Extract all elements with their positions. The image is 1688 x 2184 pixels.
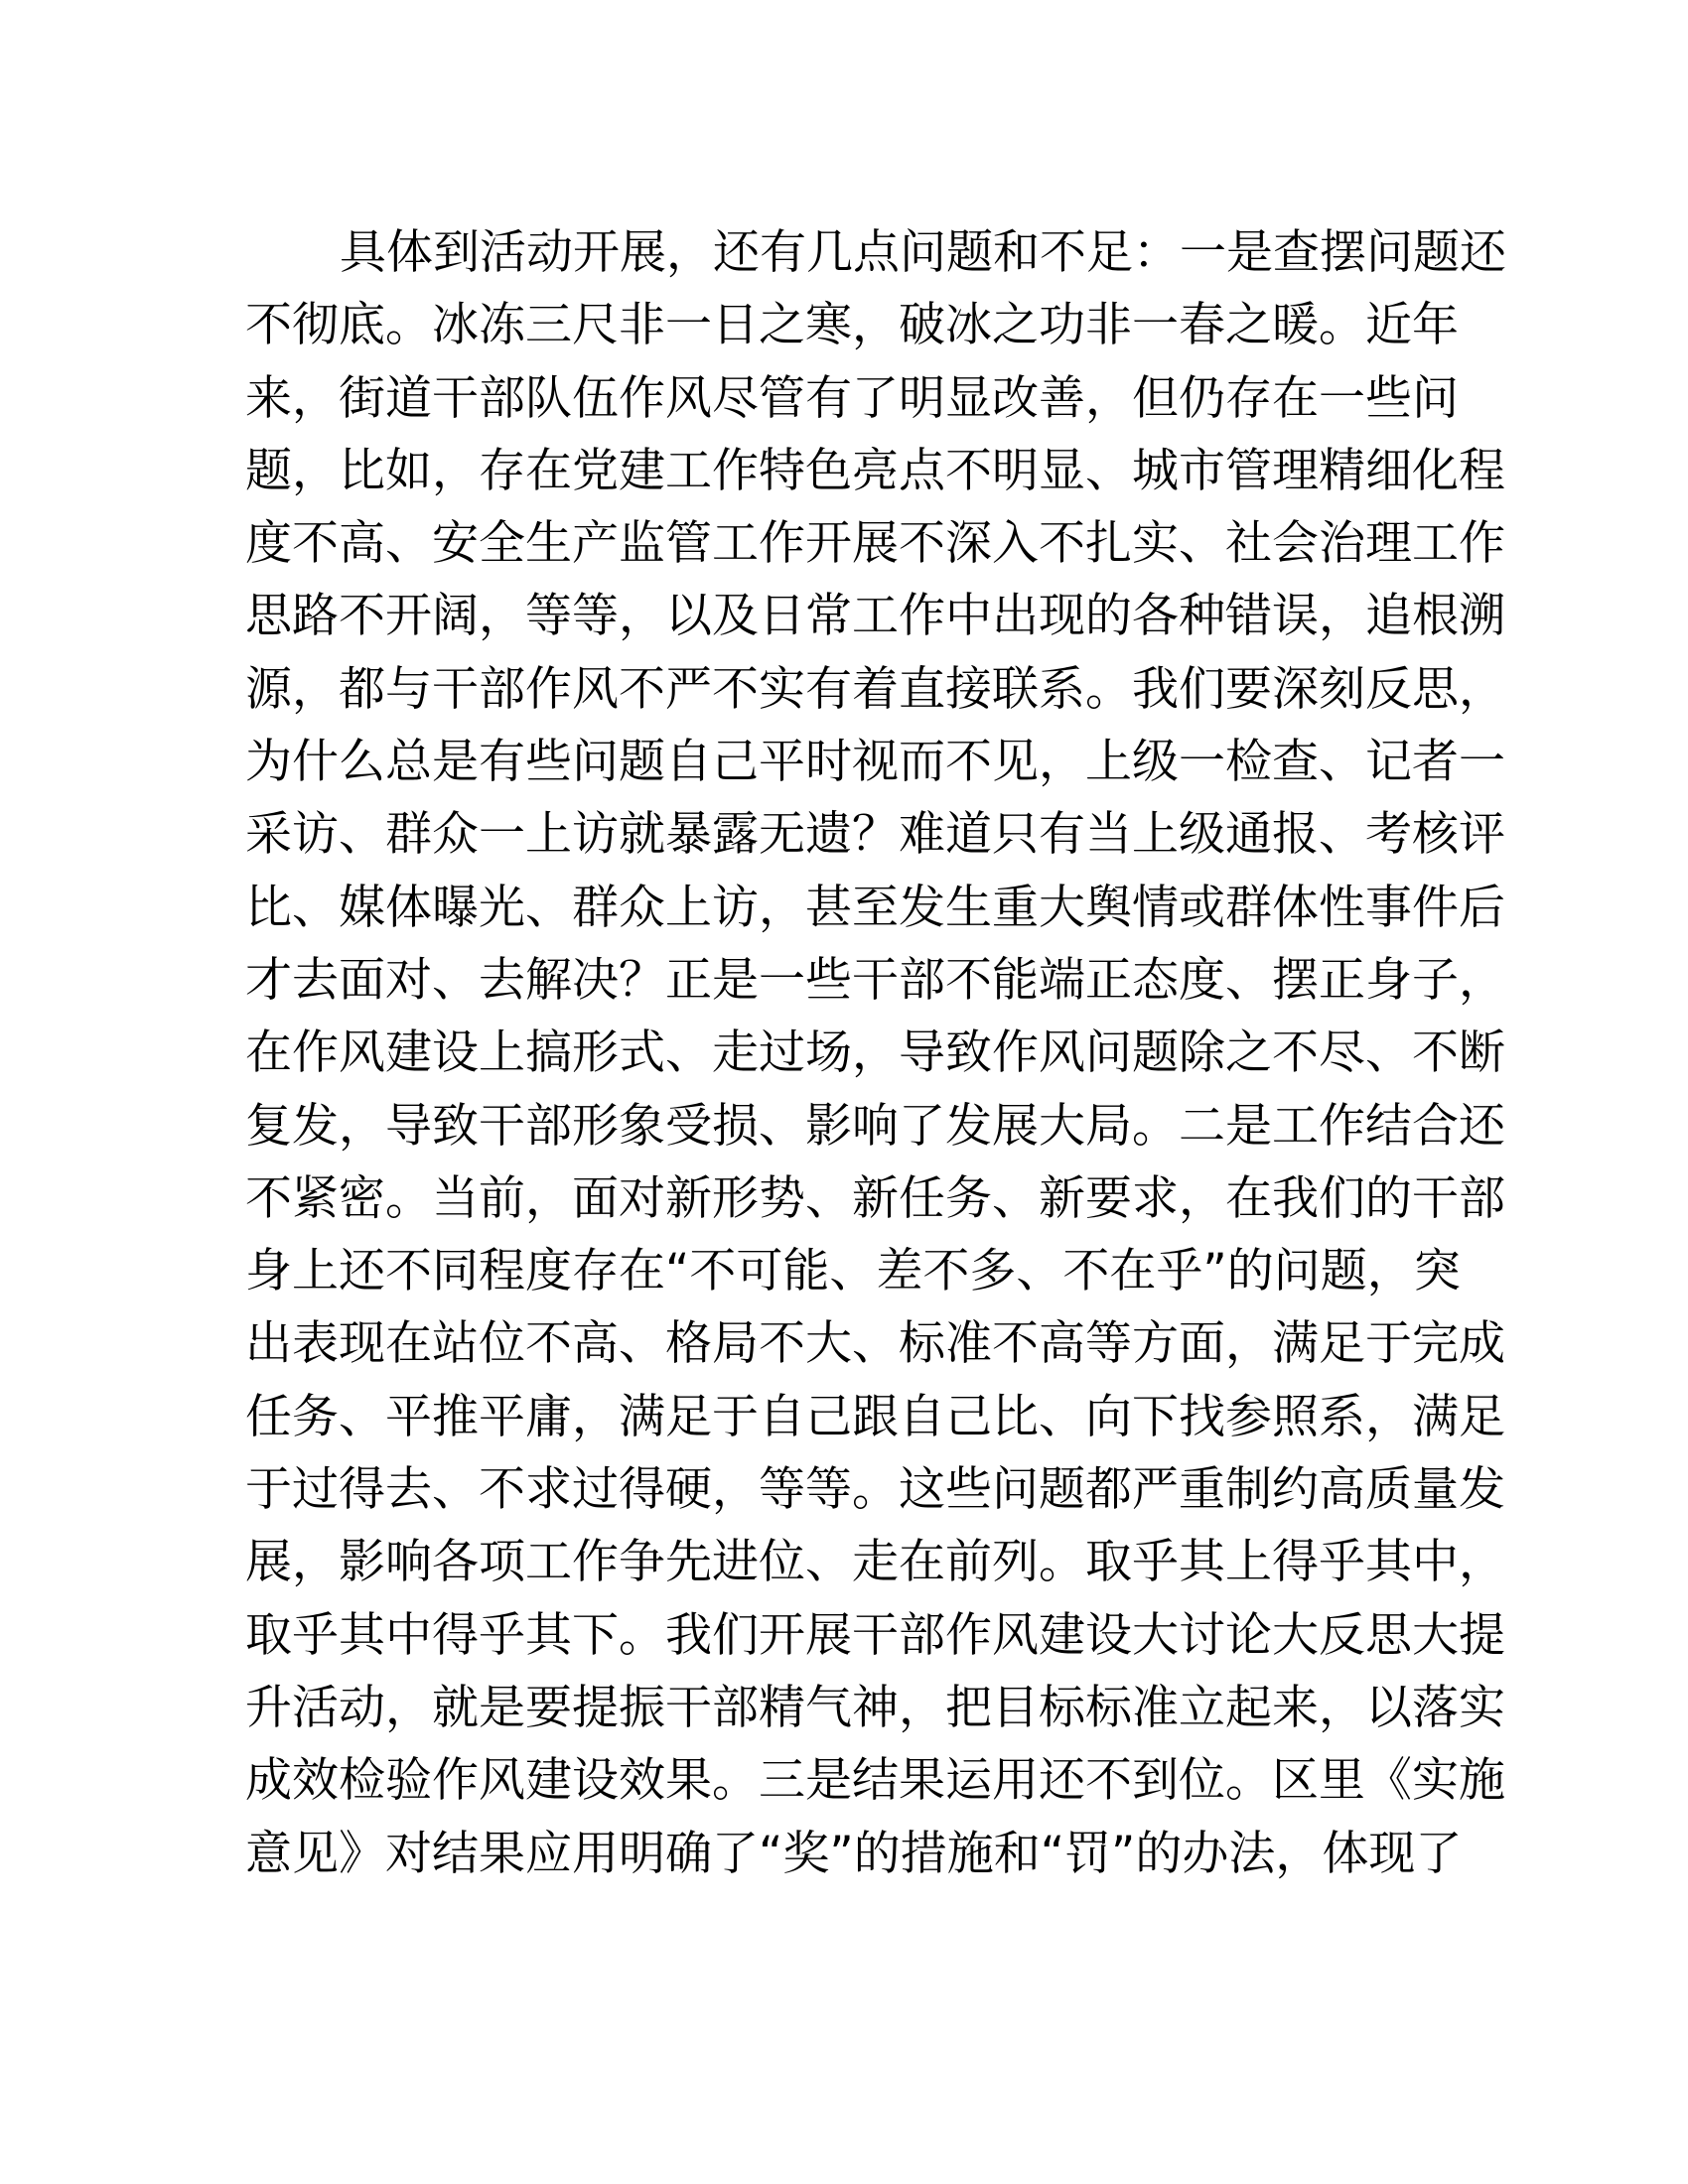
- text-line: 才去面对、去解决？正是一些干部不能端正态度、摆正身子，: [245, 952, 1505, 1008]
- document-page: [245, 216, 1506, 1890]
- text-line: 度不高、安全生产监管工作开展不深入不扎实、社会治理工作: [245, 516, 1505, 572]
- text-line: 为什么总是有些问题自己平时视而不见，上级一检查、记者一: [245, 735, 1505, 790]
- text-line: 任务、平推平庸，满足于自己跟自己比、向下找参照系，满足: [245, 1389, 1505, 1444]
- text-line: 来，街道干部队伍作风尽管有了明显改善，但仍存在一些问: [245, 370, 1459, 426]
- body-paragraph: [245, 216, 1506, 1890]
- text-line: 升活动，就是要提振干部精气神，把目标标准立起来，以落实: [245, 1680, 1505, 1735]
- text-line: 出表现在站位不高、格局不大、标准不高等方面，满足于完成: [245, 1316, 1505, 1372]
- text-line: 取乎其中得乎其下。我们开展干部作风建设大讨论大反思大提: [245, 1607, 1505, 1663]
- text-line: 不紧密。当前，面对新形势、新任务、新要求，在我们的干部: [245, 1170, 1505, 1226]
- text-line: 在作风建设上搞形式、走过场，导致作风问题除之不尽、不断: [245, 1025, 1505, 1081]
- text-line: 成效检验作风建设效果。三是结果运用还不到位。区里《实施: [245, 1753, 1505, 1809]
- text-line: 复发，导致干部形象受损、影响了发展大局。二是工作结合还: [245, 1098, 1505, 1154]
- text-line: 展，影响各项工作争先进位、走在前列。取乎其上得乎其中，: [245, 1535, 1505, 1590]
- text-line: 身上还不同程度存在“不可能、差不多、不在乎”的问题，突: [245, 1244, 1461, 1299]
- text-line: 源，都与干部作风不严不实有着直接联系。我们要深刻反思，: [245, 661, 1505, 717]
- text-line: 不彻底。冰冻三尺非一日之寒，破冰之功非一春之暖。近年: [245, 298, 1459, 353]
- text-line: 思路不开阔，等等，以及日常工作中出现的各种错误，追根溯: [245, 589, 1505, 644]
- text-line: 于过得去、不求过得硬，等等。这些问题都严重制约高质量发: [245, 1462, 1505, 1518]
- text-line: 题，比如，存在党建工作特色亮点不明显、城市管理精细化程: [245, 443, 1505, 498]
- text-line: 意见》对结果应用明确了“奖”的措施和“罚”的办法，体现了: [245, 1826, 1463, 1881]
- text-line: 比、媒体曝光、群众上访，甚至发生重大舆情或群体性事件后: [245, 880, 1505, 935]
- text-line: 具体到活动开展，还有几点问题和不足：一是查摆问题还: [340, 225, 1506, 280]
- text-line: 采访、群众一上访就暴露无遗？难道只有当上级通报、考核评: [245, 807, 1505, 863]
